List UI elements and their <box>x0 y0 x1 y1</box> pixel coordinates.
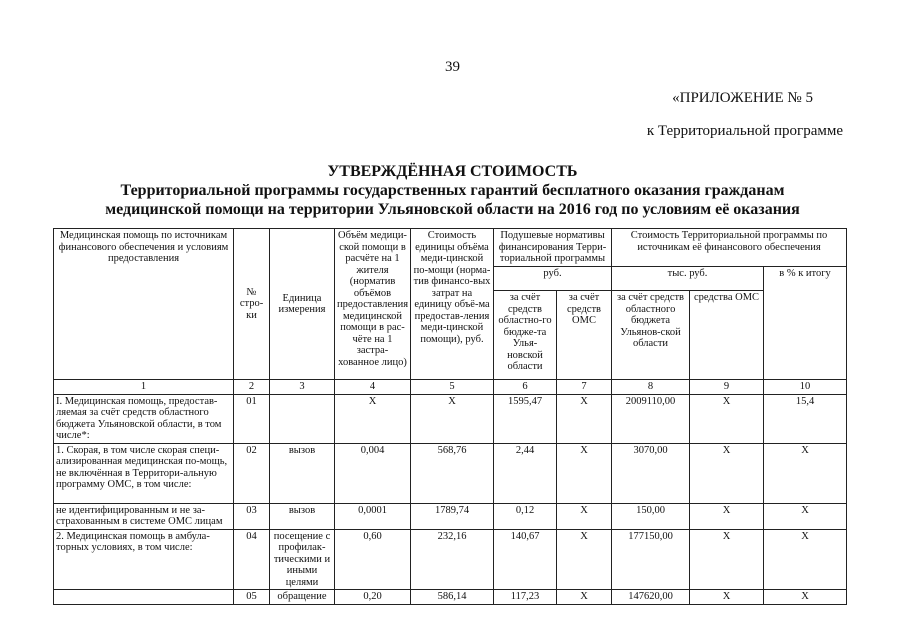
row-total-budget: 150,00 <box>612 503 690 529</box>
colnum-4: 4 <box>335 380 411 395</box>
appendix-label: «ПРИЛОЖЕНИЕ № 5 <box>672 90 813 106</box>
row-per-capita-oms: X <box>557 394 612 443</box>
title-line-2: Территориальной программы государственных гарантий бесплатного оказания гражданам <box>120 182 785 199</box>
table-row <box>54 590 847 605</box>
row-name: 1. Скорая, в том числе скорая специ-ализированная медицинская по-мощь, не включённая в Территори-альную программу ОМС, в том числе: <box>54 443 234 503</box>
header-group-total-cost: Стоимость Территориальной программы по источникам её финансового обеспечения <box>612 229 847 267</box>
table-row <box>54 394 847 443</box>
colnum-3: 3 <box>270 380 335 395</box>
column-number-row <box>54 380 847 395</box>
row-total-oms: X <box>690 590 764 605</box>
header-row <box>54 229 847 267</box>
table-row <box>54 503 847 529</box>
row-volume: 0,20 <box>335 590 411 605</box>
row-number: 03 <box>234 503 270 529</box>
row-unit: обращение <box>270 590 335 605</box>
header-col-9: средства ОМС <box>690 291 764 380</box>
appendix-subtitle: к Территориальной программе <box>646 123 843 139</box>
row-total-oms: X <box>690 503 764 529</box>
row-percent: X <box>764 590 847 605</box>
row-total-budget: 3070,00 <box>612 443 690 503</box>
title-line-3: медицинской помощи на территории Ульяновской области на 2016 год по условиям её оказания <box>105 201 800 218</box>
row-name: 2. Медицинская помощь в амбула-торных условиях, в том числе: <box>54 529 234 590</box>
row-per-capita-budget: 0,12 <box>494 503 557 529</box>
header-col-6: за счёт средств областно-го бюдже-та Улья-новской области <box>494 291 557 380</box>
header-col-8: за счёт средств областного бюджета Ульянов-ской области <box>612 291 690 380</box>
header-col-10: в % к итогу <box>764 266 847 380</box>
row-per-capita-budget: 117,23 <box>494 590 557 605</box>
row-per-capita-budget: 1595,47 <box>494 394 557 443</box>
row-percent: X <box>764 443 847 503</box>
row-number: 02 <box>234 443 270 503</box>
row-total-budget: 2009110,00 <box>612 394 690 443</box>
colnum-1: 1 <box>54 380 234 395</box>
header-unit-thousand-rub: тыс. руб. <box>612 266 764 291</box>
title-line-1: УТВЕРЖДЁННАЯ СТОИМОСТЬ <box>327 163 578 180</box>
row-unit <box>270 394 335 443</box>
colnum-6: 6 <box>494 380 557 395</box>
row-volume: 0,60 <box>335 529 411 590</box>
row-total-budget: 177150,00 <box>612 529 690 590</box>
cost-table <box>53 228 847 605</box>
colnum-7: 7 <box>557 380 612 395</box>
header-unit-rub: руб. <box>494 266 612 291</box>
row-unit-cost: 232,16 <box>411 529 494 590</box>
row-number: 05 <box>234 590 270 605</box>
table-row <box>54 529 847 590</box>
row-unit: вызов <box>270 443 335 503</box>
row-unit: посещение с профилак-тическими и иными целями <box>270 529 335 590</box>
row-unit: вызов <box>270 503 335 529</box>
row-per-capita-oms: X <box>557 529 612 590</box>
row-per-capita-oms: X <box>557 590 612 605</box>
row-total-oms: X <box>690 394 764 443</box>
row-per-capita-budget: 2,44 <box>494 443 557 503</box>
row-name: I. Медицинская помощь, предостав-ляемая за счёт средств областного бюджета Ульяновской области, в том числе*: <box>54 394 234 443</box>
row-percent: X <box>764 503 847 529</box>
row-percent: 15,4 <box>764 394 847 443</box>
table-row <box>54 443 847 503</box>
row-number: 04 <box>234 529 270 590</box>
colnum-9: 9 <box>690 380 764 395</box>
colnum-2: 2 <box>234 380 270 395</box>
row-unit-cost: 586,14 <box>411 590 494 605</box>
row-total-budget: 147620,00 <box>612 590 690 605</box>
row-number: 01 <box>234 394 270 443</box>
row-per-capita-oms: X <box>557 443 612 503</box>
header-col-4: Объём медици-ской помощи в расчёте на 1 жителя (норматив объёмов предоставления медицинской помощи в рас-чёте на 1 застра-хованное лицо) <box>335 229 411 380</box>
header-col-3: Единица измерения <box>270 229 335 380</box>
row-unit-cost: 568,76 <box>411 443 494 503</box>
row-volume: X <box>335 394 411 443</box>
header-col-5: Стоимость единицы объёма меди-цинской по-мощи (норма-тив финансо-вых затрат на единицу объё-ма предостав-ления меди-цинской помощи), руб. <box>411 229 494 380</box>
header-col-1: Медицинская помощь по источникам финансового обеспечения и условиям предоставления <box>54 229 234 380</box>
row-per-capita-budget: 140,67 <box>494 529 557 590</box>
header-col-2: № стро-ки <box>234 229 270 380</box>
page-number: 39 <box>445 59 460 75</box>
row-total-oms: X <box>690 443 764 503</box>
row-volume: 0,0001 <box>335 503 411 529</box>
colnum-10: 10 <box>764 380 847 395</box>
row-per-capita-oms: X <box>557 503 612 529</box>
colnum-5: 5 <box>411 380 494 395</box>
row-unit-cost: X <box>411 394 494 443</box>
header-group-per-capita: Подушевые нормативы финансирования Терри-ториальной программы <box>494 229 612 267</box>
header-col-7: за счёт средств ОМС <box>557 291 612 380</box>
row-percent: X <box>764 529 847 590</box>
colnum-8: 8 <box>612 380 690 395</box>
row-name <box>54 590 234 605</box>
row-total-oms: X <box>690 529 764 590</box>
row-volume: 0,004 <box>335 443 411 503</box>
row-name: не идентифицированным и не за-страхованным в системе ОМС лицам <box>54 503 234 529</box>
document-title <box>0 162 905 219</box>
row-unit-cost: 1789,74 <box>411 503 494 529</box>
